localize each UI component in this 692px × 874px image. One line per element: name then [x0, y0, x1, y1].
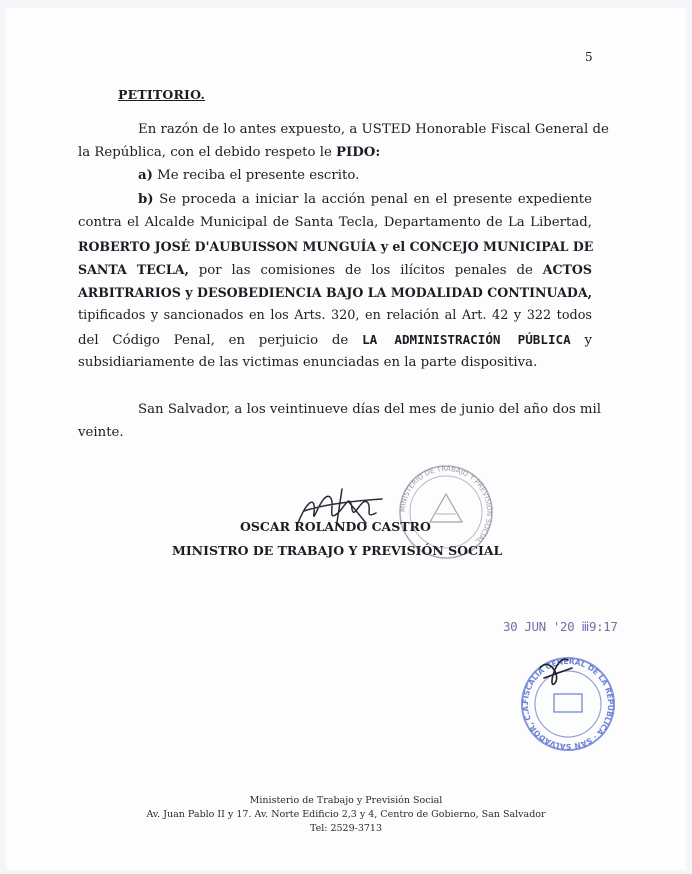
text-run: y — [570, 333, 592, 348]
received-date-stamp: 30 JUN '20 ⅲ9:17 — [503, 619, 618, 634]
paragraph-line: veinte. — [78, 425, 124, 440]
page-number: 5 — [585, 50, 593, 64]
item-marker: a) — [138, 168, 153, 183]
paragraph-line — [78, 145, 592, 161]
paragraph-line: ROBERTO JOSÉ D'AUBUISSON MUNGUÍA y el CONCEJO MUNICIPAL DE — [78, 239, 594, 254]
item-marker: b) — [138, 192, 154, 207]
svg-text:MINISTERIO DE TRABAJO Y PREVIS: MINISTERIO DE TRABAJO Y PREVISIÓN SOCIAL — [398, 464, 494, 545]
text-run-bold: SANTA TECLA, — [78, 262, 189, 277]
footer-institution: Ministerio de Trabajo y Previsión Social — [249, 795, 443, 806]
text-run-bold: PIDO: — [336, 145, 381, 160]
paragraph-line: subsidiariamente de las victimas enunciadas en la parte dispositiva. — [78, 355, 538, 370]
paragraph-line — [138, 192, 592, 208]
signatory-name: OSCAR ROLANDO CASTRO — [240, 519, 431, 534]
footer-address: Av. Juan Pablo II y 17. Av. Norte Edificio 2,3 y 4, Centro de Gobierno, San Salvador — [146, 809, 546, 820]
paragraph-line: En razón de lo antes expuesto, a USTED Honorable Fiscal General de — [138, 122, 609, 137]
signatory-title: MINISTRO DE TRABAJO Y PREVISIÓN SOCIAL — [172, 543, 503, 558]
footer-phone: Tel: 2529-3713 — [309, 823, 383, 834]
fiscalia-reception-seal — [510, 648, 618, 756]
paragraph-line — [78, 332, 592, 349]
text-run: del Código Penal, en perjuicio de — [78, 333, 363, 348]
paragraph-line — [138, 168, 592, 184]
paragraph-line: ARBITRARIOS y DESOBEDIENCIA BAJO LA MODALIDAD CONTINUADA, — [78, 285, 592, 300]
text-run: por las comisiones de los ilícitos penales de — [188, 263, 543, 278]
text-run-bold: LA ADMINISTRACIÓN PÚBLICA — [362, 332, 571, 347]
paragraph-line — [78, 262, 592, 279]
paragraph-line: tipificados y sancionados en los Arts. 320, en relación al Art. 42 y 322 todos — [78, 308, 592, 323]
paragraph-line: contra el Alcalde Municipal de Santa Tecla, Departamento de La Libertad, — [78, 215, 592, 230]
paragraph-line: San Salvador, a los veintinueve días del mes de junio del año dos mil — [138, 402, 602, 417]
section-heading: PETITORIO. — [118, 87, 206, 102]
text-run: Se proceda a iniciar la acción penal en el presente expediente — [153, 192, 592, 207]
text-run: Me reciba el presente escrito. — [152, 168, 360, 183]
text-run-bold: ACTOS — [542, 262, 592, 277]
svg-text:FISCALÍA GENERAL DE LA REPÚBLI: FISCALÍA GENERAL DE LA REPÚBLICA · SAN SALVADOR, C.A. — [520, 656, 616, 752]
text-run: la República, con el debido respeto le — [78, 145, 337, 160]
